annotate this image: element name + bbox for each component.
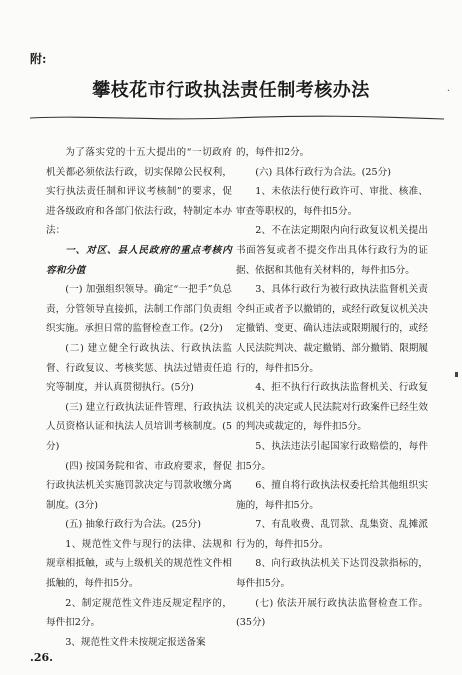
paragraph: 的，每件扣2分。 [236,147,310,158]
section-heading: 一、对区、县人民政府的重点考核内容和分值 [46,244,232,276]
paragraph: 3、具体行政行为被行政执法监督机关责令纠正或者予以撤销的，或经行政复议机关决定撤销、变更、确认违法或限期履行的，或经人民法院判决、裁定撤销、部分撤销、限期履行的，每件扣5分。 [236,284,428,374]
attachment-label: 附: [30,52,47,66]
paragraph: 1、未依法行使行政许可、审批、核准、审查等职权的，每件扣5分。 [236,186,428,217]
paragraph: 3、规范性文件未按规定报送备案 [65,636,206,648]
paragraph: 2、制定规范性文件违反规定程序的，每件扣2分。 [46,597,232,629]
paragraph: (三) 建立行政执法证件管理、行政执法人员资格认证和执法人员培训考核制度。(5分) [46,401,232,452]
paragraph: 1、规范性文件与现行的法律、法规和规章相抵触，或与上级机关的规范性文件相抵触的，每件扣5分。 [46,538,232,590]
paragraph: (六) 具体行政行为合法。(25分) [255,166,391,178]
paragraph: 8、向行政执法机关下达罚没款指标的，每件扣5分。 [236,558,428,590]
paragraph: (七) 依法开展行政执法监督检查工作。(35分) [236,597,428,629]
paragraph: (一) 加强组织领导。确定“一把手”负总责，分管领导直接抓，法制工作部门负责组织实施。承担日常的监督检查工作。(2分) [46,284,232,335]
right-column [236,143,428,633]
scan-speck [455,372,458,377]
document-title: 攀枝花市行政执法责任制考核办法 [92,80,370,101]
left-column [46,143,232,652]
paragraph: 为了落实党的十五大提出的“一切政府机关都必须依法行政，切实保障公民权利，实行执法责任制和评议考核制”的要求，促进各级政府和各部门依法行政，特制定本办法： [46,147,232,237]
paragraph: 2、不在法定期限内向行政复议机关提出书面答复或者不提交作出具体行政行为的证据、依据和其他有关材料的，每件扣5分。 [236,225,428,276]
paragraph: 5、执法违法引起国家行政赔偿的，每件扣5分。 [236,440,428,472]
paragraph: (四) 按国务院和省、市政府要求，督促行政执法机关实施罚款决定与罚款收缴分离制度。(3分) [46,460,232,511]
page-number: .26. [30,651,53,664]
title-rule [30,112,444,124]
paragraph: 4、拒不执行行政执法监督机关、行政复议机关的决定或人民法院对行政案件已经生效的判决或裁定的，每件扣5分。 [236,382,428,433]
paragraph: (二) 建立健全行政执法、行政执法监督、行政复议、考核奖惩、执法过错责任追究等制度，并认真贯彻执行。(5分) [46,342,232,394]
corner-mark: · [446,86,450,97]
paragraph: (五) 抽象行政行为合法。(25分) [65,519,201,531]
paragraph: 6、擅自将行政执法权委托给其他组织实施的，每件扣5分。 [236,480,428,511]
paragraph: 7、有乱收费、乱罚款、乱集资、乱摊派行为的，每件扣5分。 [236,519,428,550]
